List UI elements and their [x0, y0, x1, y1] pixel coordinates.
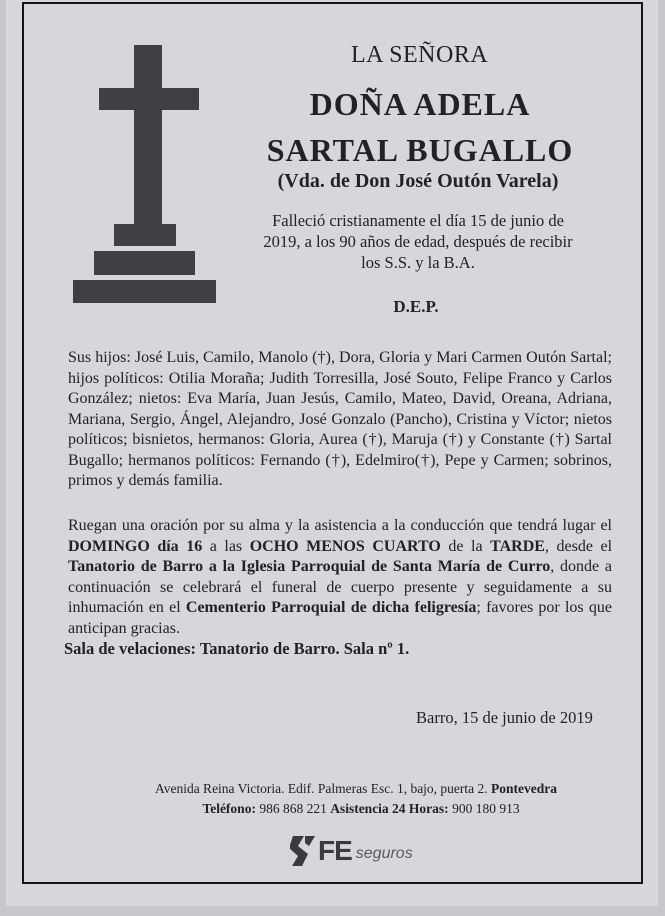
text: a las — [202, 537, 250, 555]
obituary-paper — [6, 0, 658, 906]
death-notice-line: 2019, a los 90 años de edad, después de recibir — [263, 232, 573, 251]
funeral-day: DOMINGO día 16 — [68, 537, 203, 555]
cross-horizontal-beam — [99, 88, 199, 110]
text: , donde a continuación se celebrará el funeral de cuerpo presente y seguidamente a su inhumación en el — [68, 558, 613, 616]
logo-brand: FE — [318, 835, 352, 866]
death-notice-line: Falleció cristianamente el día 15 de junio de — [272, 211, 564, 230]
death-notice — [228, 210, 608, 273]
cross-base-step-top — [114, 224, 176, 246]
fe-logo-mark-icon — [290, 834, 316, 868]
funeral-paragraph — [68, 516, 612, 639]
text: , desde el — [544, 537, 613, 555]
death-notice-line: los S.S. y la B.A. — [361, 253, 475, 272]
phone-number: 986 868 221 — [255, 801, 331, 816]
funeral-time-period: TARDE — [490, 537, 545, 555]
funeral-time: OCHO MENOS CUARTO — [249, 537, 441, 555]
cross-vertical-beam — [134, 45, 162, 225]
place-date: Barro, 15 de junio de 2019 — [416, 708, 593, 727]
text: ; favores por los que anticipan gracias. — [68, 599, 612, 637]
deceased-name-line2: SARTAL BUGALLO — [266, 132, 574, 168]
honorific-title: LA SEÑORA — [351, 42, 489, 68]
widow-of-line: (Vda. de Don José Outón Varela) — [277, 170, 559, 192]
text: de la — [440, 537, 491, 555]
procession-route: Tanatorio de Barro a la Iglesia Parroquial de Santa María de Curro — [68, 558, 551, 575]
phone-label: Teléfono: — [202, 801, 256, 816]
assistance-number: 900 180 913 — [448, 801, 520, 816]
address-city: Pontevedra — [491, 781, 558, 796]
assistance-label: Asistencia 24 Horas: — [330, 801, 449, 816]
wake-room: Sala de velaciones: Tanatorio de Barro. Sala nº 1. — [64, 639, 410, 658]
cross-base-step-bottom — [73, 280, 216, 303]
deceased-name-line1: DOÑA ADELA — [309, 86, 531, 122]
cross-base-step-middle — [94, 251, 195, 275]
cemetery: Cementerio Parroquial de dicha feligresía — [185, 599, 477, 616]
family-paragraph: Sus hijos: José Luis, Camilo, Manolo (†), Dora, Gloria y Mari Carmen Outón Sartal; hijos políticos: Otilia Moraña; Judith Torresilla, José Souto, Felipe Franco y Carlos González; nietos: Eva María, Juan Jesús, Camilo, Mateo, David, Oreana, Adriana, Mariana, Sergio, Ángel, Alejandro, José Gonzalo (Pancho), Cristina y Víctor; nietos políticos; bisnietos, hermanos: Gloria, Aurea (†), Maruja (†) y Constante (†) Sartal Bugallo; hermanos políticos: Fernando (†), Edelmiro(†), Pepe y Carmen; sobrinos, primos y demás familia. — [68, 349, 612, 489]
funeral-home-address — [121, 781, 591, 797]
text: Ruegan una oración por su alma y la asistencia a la conducción que tendrá lugar el — [68, 517, 612, 534]
fe-seguros-logo — [290, 833, 413, 869]
rest-in-peace: D.E.P. — [393, 297, 439, 316]
logo-suffix: seguros — [355, 845, 413, 862]
funeral-home-phones — [166, 801, 556, 817]
address-text: Avenida Reina Victoria. Edif. Palmeras Esc. 1, bajo, puerta 2. — [154, 781, 492, 796]
